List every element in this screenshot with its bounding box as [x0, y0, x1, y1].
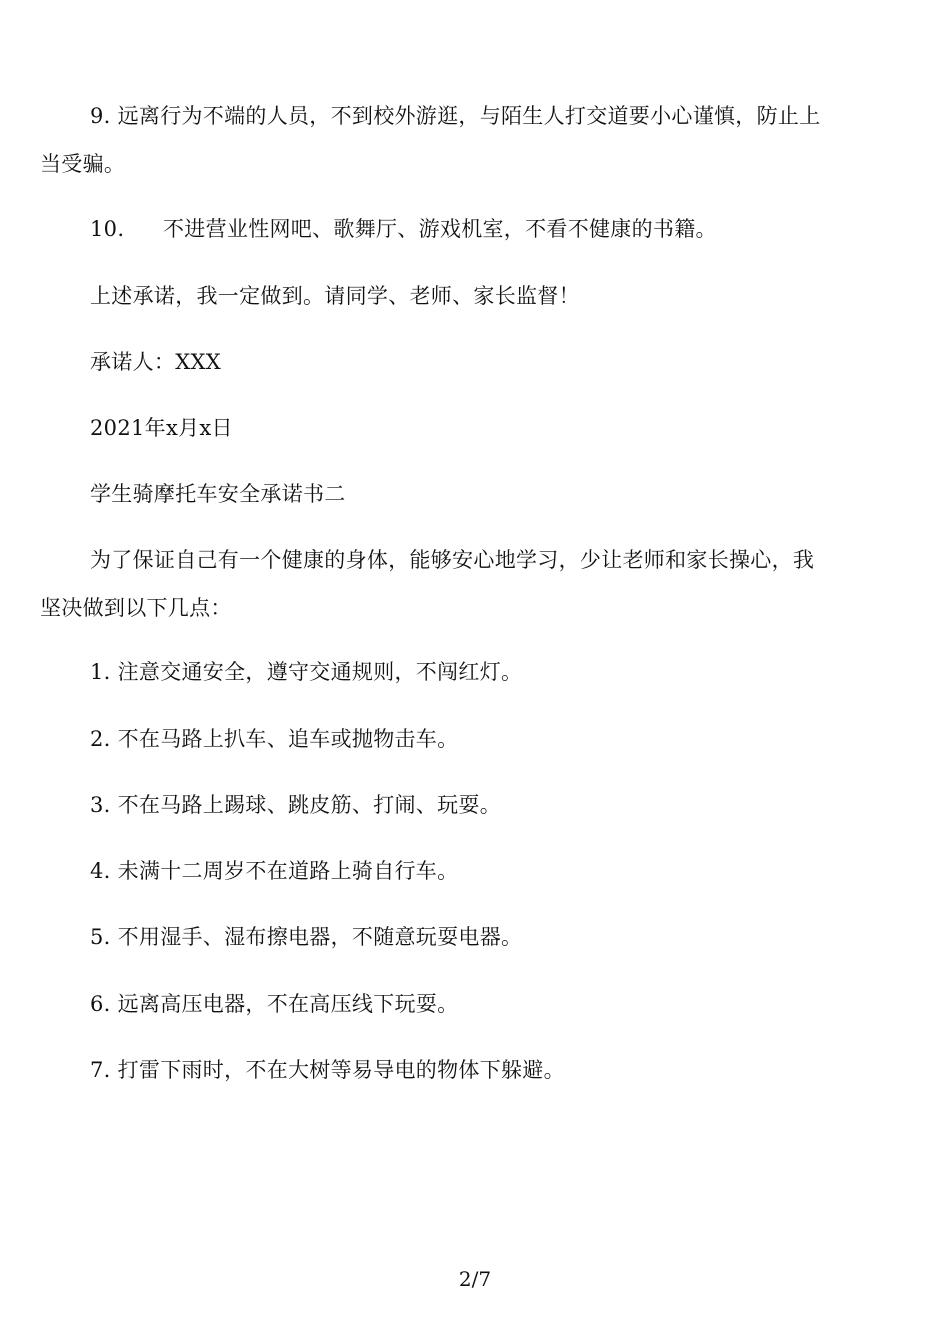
signatory-line: 承诺人：XXX	[90, 350, 221, 374]
list-item-6: 6. 远离高压电器，不在高压线下玩耍。	[90, 992, 459, 1016]
item-10-number: 10.	[90, 217, 125, 241]
item-10-text: 不进营业性网吧、歌舞厅、游戏机室，不看不健康的书籍。	[163, 217, 717, 241]
intro-line-1: 为了保证自己有一个健康的身体，能够安心地学习，少让老师和家长操心，我	[90, 548, 815, 572]
item-9-line-1: 9. 远离行为不端的人员，不到校外游逛，与陌生人打交道要小心谨慎，防止上	[90, 104, 821, 128]
commitment-statement: 上述承诺，我一定做到。请同学、老师、家长监督！	[90, 284, 580, 308]
item-9-line-2: 当受骗。	[40, 152, 126, 176]
list-item-5: 5. 不用湿手、湿布擦电器，不随意玩耍电器。	[90, 925, 523, 949]
date-line: 2021年x月x日	[90, 416, 233, 440]
page-number: 2/7	[458, 1267, 492, 1291]
intro-line-2: 坚决做到以下几点：	[40, 596, 232, 620]
section-title: 学生骑摩托车安全承诺书二	[90, 482, 346, 506]
list-item-2: 2. 不在马路上扒车、追车或抛物击车。	[90, 727, 459, 751]
list-item-4: 4. 未满十二周岁不在道路上骑自行车。	[90, 859, 459, 883]
list-item-3: 3. 不在马路上踢球、跳皮筋、打闹、玩耍。	[90, 793, 502, 817]
list-item-1: 1. 注意交通安全，遵守交通规则，不闯红灯。	[90, 660, 523, 684]
list-item-7: 7. 打雷下雨时，不在大树等易导电的物体下躲避。	[90, 1058, 565, 1082]
